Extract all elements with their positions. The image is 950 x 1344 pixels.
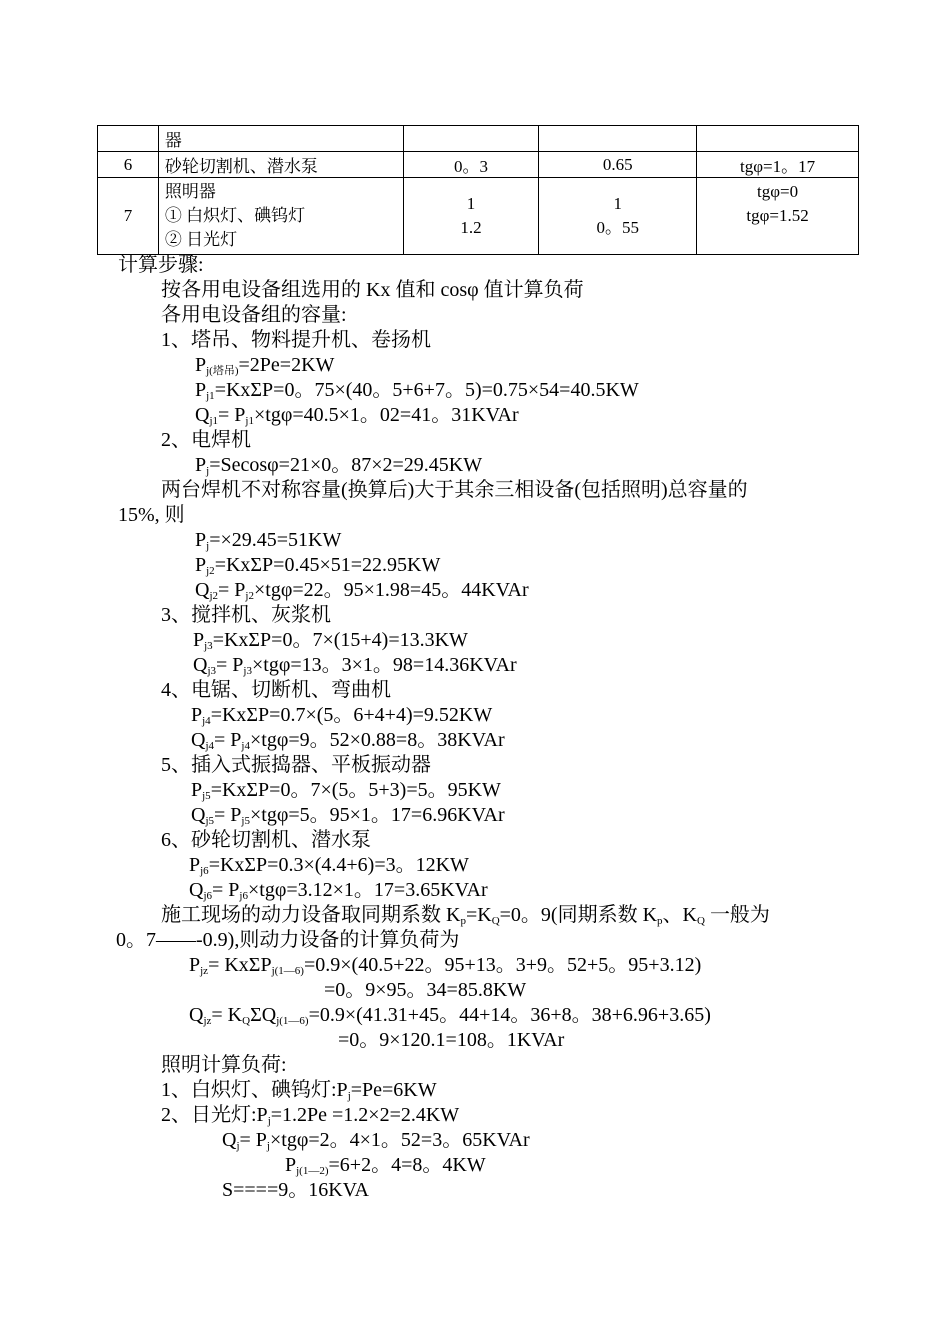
formula-line: $P_{j(1—2)}=6+2$。4=8。4KW <box>285 1154 486 1177</box>
cell-line: 1.2 <box>460 218 482 237</box>
cell-line: ① 白炽灯、碘钨灯 <box>164 206 306 225</box>
formula-line: $P_{j2}=Kx\Sigma P=0.45\times 51=22.95KW$ <box>195 554 441 577</box>
formula-line: $P_{j6}=Kx\Sigma P=0.3\times(4.4+6)=3$。12KW <box>189 854 469 877</box>
cell-kx: 0。3 <box>403 152 539 178</box>
item-heading: 5、插入式振捣器、平板振动器 <box>161 754 431 776</box>
formula-line: $P_{j5}=Kx\Sigma P=0$。7×(5。5+3)=5。95KW <box>191 779 501 802</box>
formula-line: $Q_{j6}= P_{j6}\times tg\varphi=3.12\times 1$。17=3.65KVAr <box>189 879 488 902</box>
cell-no: 6 <box>98 152 159 178</box>
formula-line: S====9。16KVA <box>222 1179 369 1201</box>
text-line: 施工现场的动力设备取同期系数 $K_p=K_Q=0$。9(同期系数 $K_p$、$K_Q$ 一般为 <box>161 904 770 927</box>
cell-line: 照明器 <box>164 182 216 201</box>
cell-cos <box>539 178 697 255</box>
formula-line: $P_j=\times 29.45=51KW$ <box>195 529 342 552</box>
cell-tg: tgφ=1。17 <box>697 152 859 178</box>
formula-line: $Q_{j4}= P_{j4}\times tg\varphi=9$。52×0.88=8。38KVAr <box>191 729 505 752</box>
cell-line: 1 <box>613 194 622 213</box>
item-heading: 2、日光灯$:P_j=1.2Pe =1.2\times 2=2.4KW$ <box>161 1104 460 1127</box>
cell-name: 砂轮切割机、潜水泵 <box>158 152 403 178</box>
cell-cos: 0.65 <box>539 152 697 178</box>
item-heading: 1、塔吊、物料提升机、卷扬机 <box>161 329 431 351</box>
cell-kx <box>403 126 539 152</box>
item-heading: 6、砂轮切割机、潜水泵 <box>161 829 371 851</box>
item-heading: 1、白炽灯、碘钨灯$:P_j=Pe=6KW$ <box>161 1079 437 1102</box>
cell-kx <box>403 178 539 255</box>
cell-line: 0。55 <box>596 218 639 237</box>
cell-no: 7 <box>98 178 159 255</box>
cell-no <box>98 126 159 152</box>
formula-line: $Q_{jz}= K_Q\Sigma Q_{j(1—6)}=0.9\times(41.31+45$。44+14。36+8。38+6.96+3.65) <box>189 1004 711 1027</box>
formula-line: $P_{j(塔吊)}=2Pe=2KW$ <box>195 354 335 377</box>
formula-line: $Q_{j1}= P_{j1}\times tg\varphi=40.5\times 1$。02=41。31KVAr <box>195 404 519 427</box>
cell-line: ② 日光灯 <box>164 230 238 249</box>
formula-line: =0。9×95。34=85.8KW <box>324 979 527 1001</box>
item-heading: 2、电焊机 <box>161 429 251 451</box>
text-line: 0。7——-0.9),则动力设备的计算负荷为 <box>116 929 460 951</box>
text-line: 15%, 则 <box>118 504 185 526</box>
text-line: 各用电设备组的容量: <box>161 304 347 326</box>
formula-line: $P_j=Secos\varphi=21\times 0$。87×2=29.45KW <box>195 454 483 477</box>
cell-line: tgφ=0 <box>757 182 799 201</box>
formula-line: $P_{jz}= Kx\Sigma P_{j(1—6)}=0.9\times(40.5+22$。95+13。3+9。52+5。95+3.12) <box>189 954 702 977</box>
table-row <box>98 152 859 178</box>
text-line: 照明计算负荷: <box>161 1054 287 1076</box>
item-heading: 3、搅拌机、灰浆机 <box>161 604 331 626</box>
formula-line: $Q_{j3}= P_{j3}\times tg\varphi=13$。3×1。98=14.36KVAr <box>193 654 517 677</box>
cell-tg <box>697 126 859 152</box>
formula-line: $Q_{j5}= P_{j5}\times tg\varphi=5$。95×1。17=6.96KVAr <box>191 804 505 827</box>
table-row <box>98 126 859 152</box>
text-line: 按各用电设备组选用的 Kx 值和 cosφ 值计算负荷 <box>161 279 584 301</box>
load-coefficient-table <box>97 125 859 255</box>
cell-name <box>158 178 403 255</box>
table-row <box>98 178 859 255</box>
formula-line: =0。9×120.1=108。1KVAr <box>338 1029 565 1051</box>
cell-line: 1 <box>466 194 476 213</box>
cell-line: tgφ=1.52 <box>746 206 809 225</box>
item-heading: 4、电锯、切断机、弯曲机 <box>161 679 391 701</box>
text-line: 两台焊机不对称容量(换算后)大于其余三相设备(包括照明)总容量的 <box>161 479 748 501</box>
cell-tg <box>697 178 859 255</box>
formula-line: $P_{j1}=Kx\Sigma P=0$。75×(40。5+6+7。5)=0.75×54=40.5KW <box>195 379 639 402</box>
formula-line: $P_{j3}=Kx\Sigma P=0$。7×(15+4)=13.3KW <box>193 629 468 652</box>
formula-line: $P_{j4}=Kx\Sigma P=0.7\times(5$。6+4+4)=9.52KW <box>191 704 493 727</box>
cell-cos <box>539 126 697 152</box>
formula-line: $Q_j= P_j\times tg\varphi=2$。4×1。52=3。65KVAr <box>222 1129 530 1152</box>
heading-steps: 计算步骤: <box>118 254 204 276</box>
formula-line: $Q_{j2}= P_{j2}\times tg\varphi=22$。95×1.98=45。44KVAr <box>195 579 529 602</box>
cell-name: 器 <box>158 126 403 152</box>
